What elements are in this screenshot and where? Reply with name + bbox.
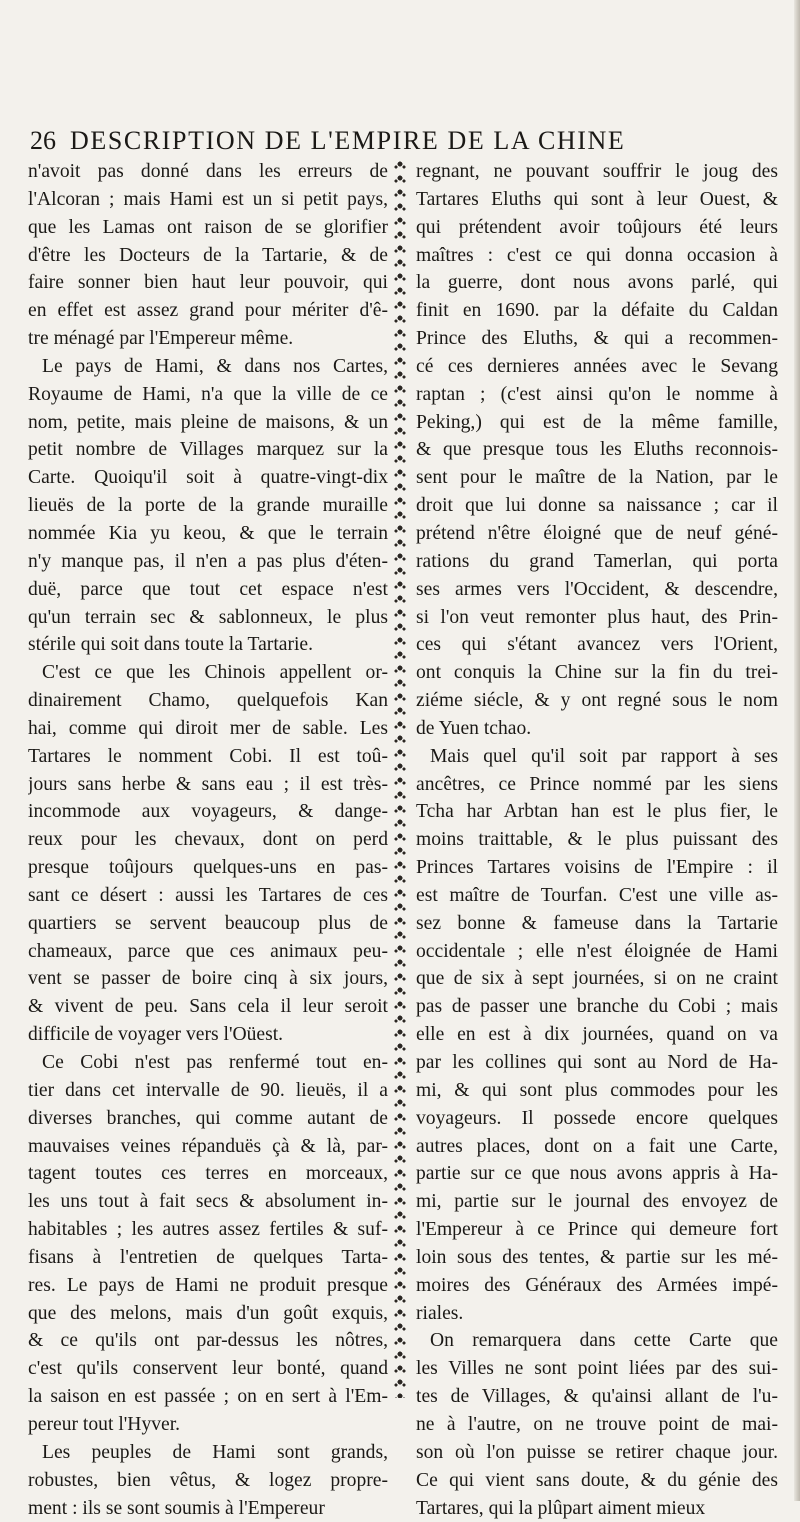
text-line: mi, & qui sont plus commodes pour les	[416, 1077, 778, 1105]
text-line: c'est qu'ils conservent leur bonté, quand	[28, 1355, 388, 1383]
right-column	[416, 158, 778, 1522]
text-line: stérile qui soit dans toute la Tartarie.	[28, 631, 388, 659]
text-line: ziéme siécle, & y ont regné sous le nom	[416, 687, 778, 715]
text-line: raptan ; (c'est ainsi qu'on le nomme à	[416, 381, 778, 409]
paragraph	[28, 1439, 388, 1522]
text-line: la saison en est passée ; on en sert à l'Em-	[28, 1383, 388, 1411]
text-line: tagent toutes ces terres en morceaux,	[28, 1160, 388, 1188]
text-line: si l'on veut remonter plus haut, des Prin-	[416, 604, 778, 632]
text-line: pas de passer une branche du Cobi ; mais	[416, 993, 778, 1021]
text-line: maîtres : c'est ce qui donna occasion à	[416, 242, 778, 270]
paragraph	[416, 158, 778, 743]
text-line: que de six à sept journées, si on ne craint	[416, 965, 778, 993]
text-line: Tcha har Arbtan han est le plus fier, le	[416, 798, 778, 826]
text-line: chameaux, parce que ces animaux peu-	[28, 938, 388, 966]
text-line: reux pour les chevaux, dont on perd	[28, 826, 388, 854]
paragraph	[28, 158, 388, 353]
text-line: Les peuples de Hami sont grands,	[28, 1439, 388, 1467]
text-line: fisans à l'entretien de quelques Tarta-	[28, 1244, 388, 1272]
text-line: sez bonne & fameuse dans la Tartarie	[416, 910, 778, 938]
text-line: tes de Villages, & qu'ainsi allant de l'u-	[416, 1383, 778, 1411]
text-line: elle en est à dix journées, quand on va	[416, 1021, 778, 1049]
text-line: nommée Kia yu keou, & que le terrain	[28, 520, 388, 548]
text-line: mi, partie sur le journal des envoyez de	[416, 1188, 778, 1216]
text-line: cé ces dernieres années avec le Sevang	[416, 353, 778, 381]
text-line: dinairement Chamo, quelquefois Kan	[28, 687, 388, 715]
text-line: difficile de voyager vers l'Oüest.	[28, 1021, 388, 1049]
text-line: sant ce désert : aussi les Tartares de ces	[28, 882, 388, 910]
text-line: vent se passer de boire cinq à six jours,	[28, 965, 388, 993]
text-line: ont conquis la Chine sur la fin du trei-	[416, 659, 778, 687]
text-line: n'avoit pas donné dans les erreurs de	[28, 158, 388, 186]
text-line: mauvaises veines répanduës çà & là, par-	[28, 1133, 388, 1161]
text-line: moires des Généraux des Armées impé-	[416, 1272, 778, 1300]
text-line: les uns tout à fait secs & absolument in-	[28, 1188, 388, 1216]
text-line: la guerre, dont nous avons parlé, qui	[416, 269, 778, 297]
text-line: qui prétendent avoir toûjours été leurs	[416, 214, 778, 242]
text-line: de Yuen tchao.	[416, 715, 778, 743]
text-line: ne à l'autre, on ne trouve point de mai-	[416, 1411, 778, 1439]
text-line: C'est ce que les Chinois appellent or-	[28, 659, 388, 687]
text-line: ces qui s'étant avancez vers l'Orient,	[416, 631, 778, 659]
text-line: diverses branches, qui comme autant de	[28, 1105, 388, 1133]
column-ornament-divider	[393, 158, 407, 1398]
text-line: Peking,) qui est de la même famille,	[416, 409, 778, 437]
text-line: & ce qu'ils ont par-dessus les nôtres,	[28, 1327, 388, 1355]
text-line: res. Le pays de Hami ne produit presque	[28, 1272, 388, 1300]
text-line: tre ménagé par l'Empereur même.	[28, 325, 388, 353]
text-line: quartiers se servent beaucoup plus de	[28, 910, 388, 938]
text-line: Carte. Quoiqu'il soit à quatre-vingt-dix	[28, 464, 388, 492]
text-line: qu'un terrain sec & sablonneux, le plus	[28, 604, 388, 632]
text-line: pereur tout l'Hyver.	[28, 1411, 388, 1439]
paragraph	[28, 1049, 388, 1439]
text-line: Royaume de Hami, n'a que la ville de ce	[28, 381, 388, 409]
text-line: loin sous des tentes, & partie sur les mé-	[416, 1244, 778, 1272]
text-line: & que presque tous les Eluths reconnois-	[416, 436, 778, 464]
paragraph	[28, 659, 388, 1049]
paragraph	[28, 353, 388, 659]
running-title: DESCRIPTION DE L'EMPIRE DE LA CHINE	[70, 126, 625, 155]
text-line: son où l'on puisse se retirer chaque jour.	[416, 1439, 778, 1467]
left-column	[28, 158, 388, 1522]
text-line: On remarquera dans cette Carte que	[416, 1327, 778, 1355]
text-line: est maître de Tourfan. C'est une ville as-	[416, 882, 778, 910]
text-line: partie sur ce que nous avons appris à Ha-	[416, 1160, 778, 1188]
text-line: que des melons, mais d'un goût exquis,	[28, 1300, 388, 1328]
text-line: faire sonner bien haut leur pouvoir, qui	[28, 269, 388, 297]
text-line: Tartares, qui la plûpart aiment mieux	[416, 1495, 778, 1522]
page-edge-shadow	[794, 0, 800, 1501]
text-line: Tartares Eluths qui sont à leur Ouest, &	[416, 186, 778, 214]
text-line: ment : ils se sont soumis à l'Empereur	[28, 1495, 388, 1522]
text-line: riales.	[416, 1300, 778, 1328]
text-line: regnant, ne pouvant souffrir le joug des	[416, 158, 778, 186]
text-line: rations du grand Tamerlan, qui porta	[416, 548, 778, 576]
text-line: autres places, dont on a fait une Carte,	[416, 1133, 778, 1161]
text-line: droit que lui donne sa naissance ; car il	[416, 492, 778, 520]
text-line: jours sans herbe & sans eau ; il est très-	[28, 771, 388, 799]
page-number: 26	[30, 126, 56, 155]
text-line: Le pays de Hami, & dans nos Cartes,	[28, 353, 388, 381]
text-line: Mais quel qu'il soit par rapport à ses	[416, 743, 778, 771]
text-line: sent pour le maître de la Nation, par le	[416, 464, 778, 492]
text-line: & vivent de peu. Sans cela il leur seroit	[28, 993, 388, 1021]
paragraph	[416, 1327, 778, 1522]
text-line: presque toûjours quelques-uns en pas-	[28, 854, 388, 882]
text-line: duë, parce que tout cet espace n'est	[28, 576, 388, 604]
text-line: que les Lamas ont raison de se glorifier	[28, 214, 388, 242]
text-line: Ce qui vient sans doute, & du génie des	[416, 1467, 778, 1495]
text-line: Princes Tartares voisins de l'Empire : il	[416, 854, 778, 882]
text-line: incommode aux voyageurs, & dange-	[28, 798, 388, 826]
text-line: Ce Cobi n'est pas renfermé tout en-	[28, 1049, 388, 1077]
text-line: hai, comme qui diroit mer de sable. Les	[28, 715, 388, 743]
text-line: occidentale ; elle n'est éloignée de Hami	[416, 938, 778, 966]
paragraph	[416, 743, 778, 1328]
text-line: prétend n'être éloigné que de neuf géné-	[416, 520, 778, 548]
page-header	[30, 126, 720, 156]
text-line: l'Alcoran ; mais Hami est un si petit pays,	[28, 186, 388, 214]
text-line: Tartares le nomment Cobi. Il est toû-	[28, 743, 388, 771]
text-line: tier dans cet intervalle de 90. lieuës, il a	[28, 1077, 388, 1105]
text-line: nom, petite, mais pleine de maisons, & un	[28, 409, 388, 437]
text-line: Prince des Eluths, & qui a recommen-	[416, 325, 778, 353]
text-line: lieuës de la porte de la grande muraille	[28, 492, 388, 520]
text-line: robustes, bien vêtus, & logez propre-	[28, 1467, 388, 1495]
text-line: l'Empereur à ce Prince qui demeure fort	[416, 1216, 778, 1244]
text-line: habitables ; les autres assez fertiles & suf-	[28, 1216, 388, 1244]
text-line: par les collines qui sont au Nord de Ha-	[416, 1049, 778, 1077]
text-line: d'être les Docteurs de la Tartarie, & de	[28, 242, 388, 270]
text-line: les Villes ne sont point liées par des sui-	[416, 1355, 778, 1383]
text-line: en effet est assez grand pour mériter d'ê-	[28, 297, 388, 325]
text-line: ses armes vers l'Occident, & descendre,	[416, 576, 778, 604]
text-line: voyageurs. Il possede encore quelques	[416, 1105, 778, 1133]
text-line: moins traittable, & le plus puissant des	[416, 826, 778, 854]
text-line: n'y manque pas, il n'en a pas plus d'éten-	[28, 548, 388, 576]
text-line: finit en 1690. par la défaite du Caldan	[416, 297, 778, 325]
text-line: petit nombre de Villages marquez sur la	[28, 436, 388, 464]
text-line: ancêtres, ce Prince nommé par les siens	[416, 771, 778, 799]
